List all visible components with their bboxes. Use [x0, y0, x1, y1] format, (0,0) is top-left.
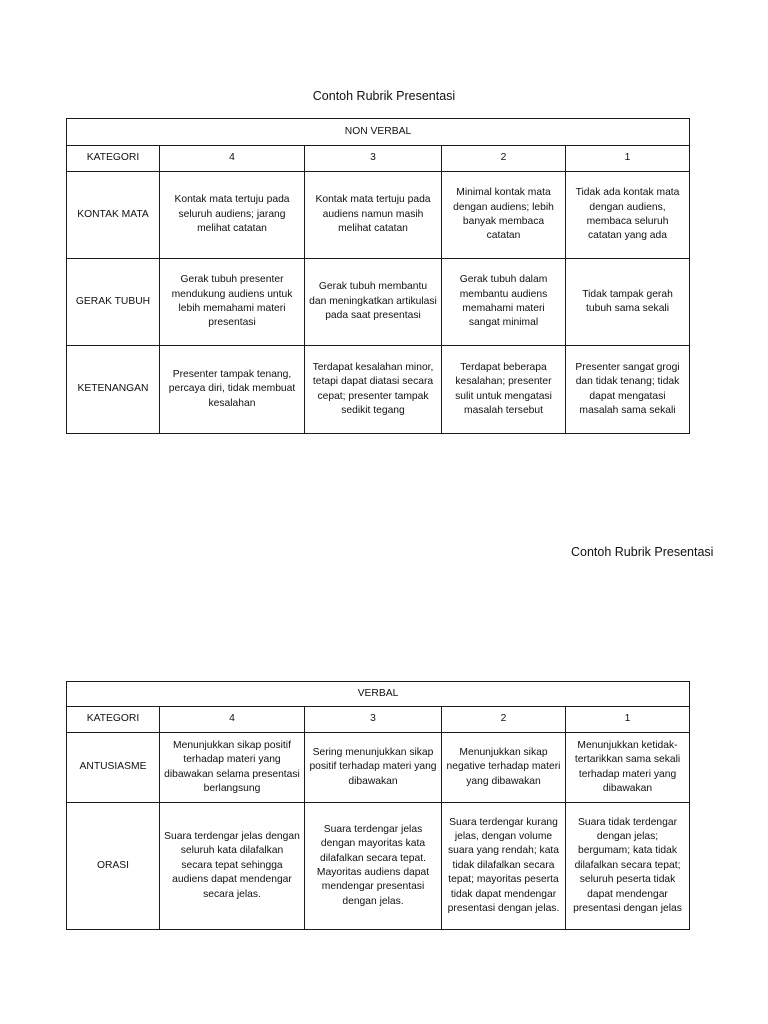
- table-row: [67, 803, 690, 930]
- nonverbal-rubric-table: [66, 118, 690, 434]
- criteria-cell: Menunjukkan ketidak-tertarikkan sama sekali terhadap materi yang dibawakan: [566, 733, 690, 803]
- table-section-header-row: [67, 682, 690, 707]
- criteria-cell: Kontak mata tertuju pada seluruh audiens; jarang melihat catatan: [160, 172, 305, 259]
- column-header: 3: [305, 146, 442, 172]
- criteria-cell: Suara tidak terdengar dengan jelas; bergumam; kata tidak dilafalkan secara tepat; seluruh peserta tidak dapat mendengar presentasi dengan jelas: [566, 803, 690, 930]
- criteria-cell: Presenter sangat grogi dan tidak tenang; tidak dapat mengatasi masalah sama sekali: [566, 346, 690, 434]
- table-row: [67, 346, 690, 434]
- criteria-cell: Kontak mata tertuju pada audiens namun masih melihat catatan: [305, 172, 442, 259]
- category-cell: ANTUSIASME: [67, 733, 160, 803]
- section-header: NON VERBAL: [67, 119, 690, 146]
- criteria-cell: Terdapat kesalahan minor, tetapi dapat diatasi secara cepat; presenter tampak sedikit tegang: [305, 346, 442, 434]
- category-cell: KETENANGAN: [67, 346, 160, 434]
- column-header: 3: [305, 707, 442, 733]
- criteria-cell: Suara terdengar kurang jelas, dengan volume suara yang rendah; kata tidak dilafalkan secara tepat; mayoritas peserta tidak dapat mendengar presentasi dengan jelas.: [442, 803, 566, 930]
- criteria-cell: Terdapat beberapa kesalahan; presenter sulit untuk mengatasi masalah tersebut: [442, 346, 566, 434]
- document-title-repeat: Contoh Rubrik Presentasi: [571, 545, 714, 559]
- criteria-cell: Sering menunjukkan sikap positif terhadap materi yang dibawakan: [305, 733, 442, 803]
- criteria-cell: Gerak tubuh dalam membantu audiens memahami materi sangat minimal: [442, 259, 566, 346]
- table-section-header-row: [67, 119, 690, 146]
- table-column-header-row: [67, 146, 690, 172]
- document-title: Contoh Rubrik Presentasi: [312, 89, 456, 103]
- column-header: 1: [566, 707, 690, 733]
- criteria-cell: Menunjukkan sikap negative terhadap materi yang dibawakan: [442, 733, 566, 803]
- column-header: 1: [566, 146, 690, 172]
- criteria-cell: Gerak tubuh membantu dan meningkatkan artikulasi pada saat presentasi: [305, 259, 442, 346]
- section-header: VERBAL: [67, 682, 690, 707]
- criteria-cell: Gerak tubuh presenter mendukung audiens untuk lebih memahami materi presentasi: [160, 259, 305, 346]
- category-cell: KONTAK MATA: [67, 172, 160, 259]
- verbal-rubric-table: [66, 681, 690, 930]
- column-header: KATEGORI: [67, 707, 160, 733]
- table-row: [67, 172, 690, 259]
- category-cell: GERAK TUBUH: [67, 259, 160, 346]
- category-cell: ORASI: [67, 803, 160, 930]
- column-header: 4: [160, 707, 305, 733]
- criteria-cell: Presenter tampak tenang, percaya diri, tidak membuat kesalahan: [160, 346, 305, 434]
- table-row: [67, 733, 690, 803]
- criteria-cell: Tidak ada kontak mata dengan audiens, membaca seluruh catatan yang ada: [566, 172, 690, 259]
- column-header: 2: [442, 707, 566, 733]
- criteria-cell: Suara terdengar jelas dengan mayoritas kata dilafalkan secara tepat. Mayoritas audiens dapat mendengar presentasi dengan jelas.: [305, 803, 442, 930]
- column-header: 4: [160, 146, 305, 172]
- table-column-header-row: [67, 707, 690, 733]
- criteria-cell: Minimal kontak mata dengan audiens; lebih banyak membaca catatan: [442, 172, 566, 259]
- column-header: KATEGORI: [67, 146, 160, 172]
- criteria-cell: Menunjukkan sikap positif terhadap materi yang dibawakan selama presentasi berlangsung: [160, 733, 305, 803]
- criteria-cell: Suara terdengar jelas dengan seluruh kata dilafalkan secara tepat sehingga audiens dapat mendengar secara jelas.: [160, 803, 305, 930]
- criteria-cell: Tidak tampak gerah tubuh sama sekali: [566, 259, 690, 346]
- table-row: [67, 259, 690, 346]
- column-header: 2: [442, 146, 566, 172]
